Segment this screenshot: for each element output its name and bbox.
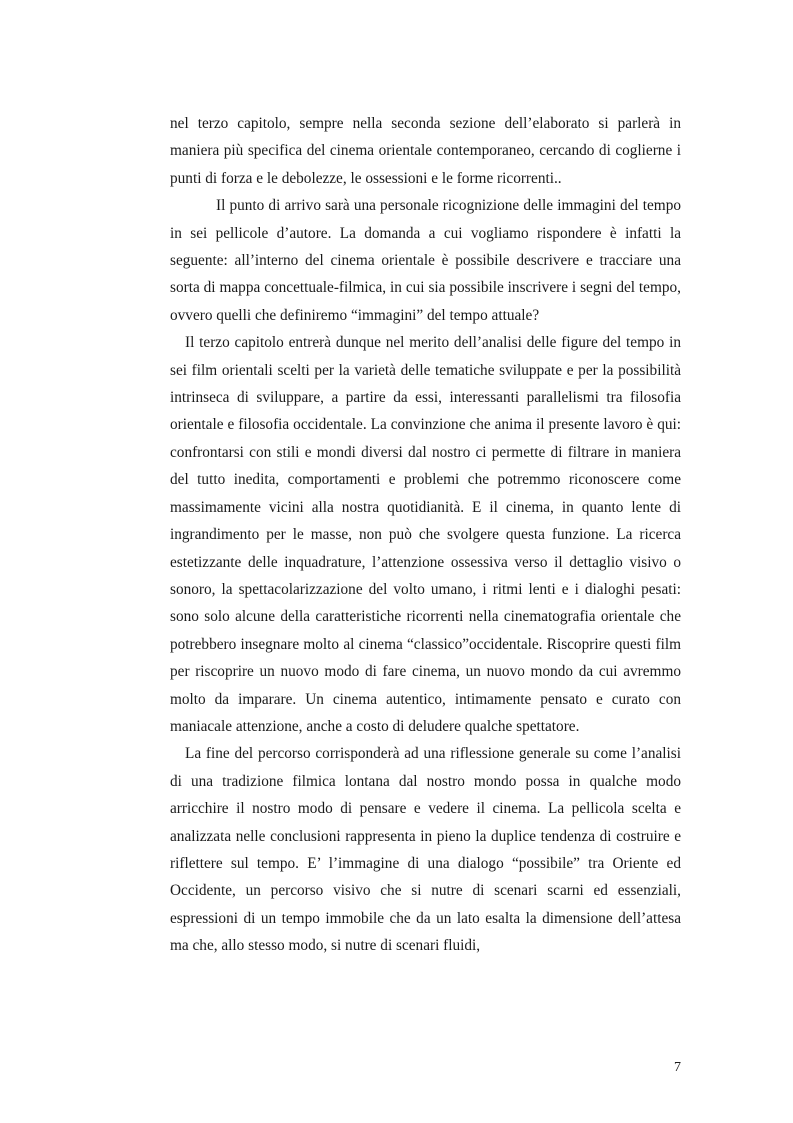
document-body bbox=[170, 110, 681, 960]
paragraph-conclusion: La fine del percorso corrisponderà ad una riflessione generale su come l’analisi di una tradizione filmica lontana dal nostro mondo possa in qualche modo arricchire il nostro modo di pensare e vedere il cinema. La pellicola scelta e analizzata nelle conclusioni rappresenta in pieno la duplice tendenza di costruire e riflettere sul tempo. E’ l’immagine di una dialogo “possibile” tra Oriente ed Occidente, un percorso visivo che si nutre di scenari scarni ed essenziali, espressioni di un tempo immobile che da un lato esalta la dimensione dell’attesa ma che, allo stesso modo, si nutre di scenari fluidi, bbox=[170, 745, 681, 955]
paragraph-arrival-point: Il punto di arrivo sarà una personale ricognizione delle immagini del tempo in sei pellicole d’autore. La domanda a cui vogliamo rispondere è infatti la seguente: all’interno del cinema orientale è possibile descrivere e tracciare una sorta di mappa concettuale-filmica, in cui sia possibile inscrivere i segni del tempo, ovvero quelli che definiremo “immagini” del tempo attuale? bbox=[170, 197, 681, 324]
paragraph-third-chapter: Il terzo capitolo entrerà dunque nel merito dell’analisi delle figure del tempo in sei film orientali scelti per la varietà delle tematiche sviluppate e per la possibilità intrinseca di sviluppare, a partire da essi, interessanti parallelismi tra filosofia orientale e filosofia occidentale. La convinzione che anima il presente lavoro è qui: confrontarsi con stili e mondi diversi dal nostro ci permette di filtrare in maniera del tutto inedita, comportamenti e problemi che potremmo riconoscere come massimamente vicini alla nostra quotidianità. E il cinema, in quanto lente di ingrandimento per le masse, non può che svolgere questa funzione. La ricerca estetizzante delle inquadrature, l’attenzione ossessiva verso il dettaglio visivo o sonoro, la spettacolarizzazione del volto umano, i ritmi lenti e i dialoghi pesati: sono solo alcune della caratteristiche ricorrenti nella cinematografia orientale che potrebbero insegnare molto al cinema “classico”occidentale. Riscoprire questi film per riscoprire un nuovo modo di fare cinema, un nuovo mondo da cui avremmo molto da imparare. Un cinema autentico, intimamente pensato e curato con maniacale attenzione, anche a costo di deludere qualche spettatore. bbox=[170, 334, 681, 735]
paragraph-continuation: nel terzo capitolo, sempre nella seconda sezione dell’elaborato si parlerà in maniera più specifica del cinema orientale contemporaneo, cercando di coglierne i punti di forza e le debolezze, le ossessioni e le forme ricorrenti.. bbox=[170, 115, 681, 187]
page-number: 7 bbox=[674, 1060, 681, 1075]
